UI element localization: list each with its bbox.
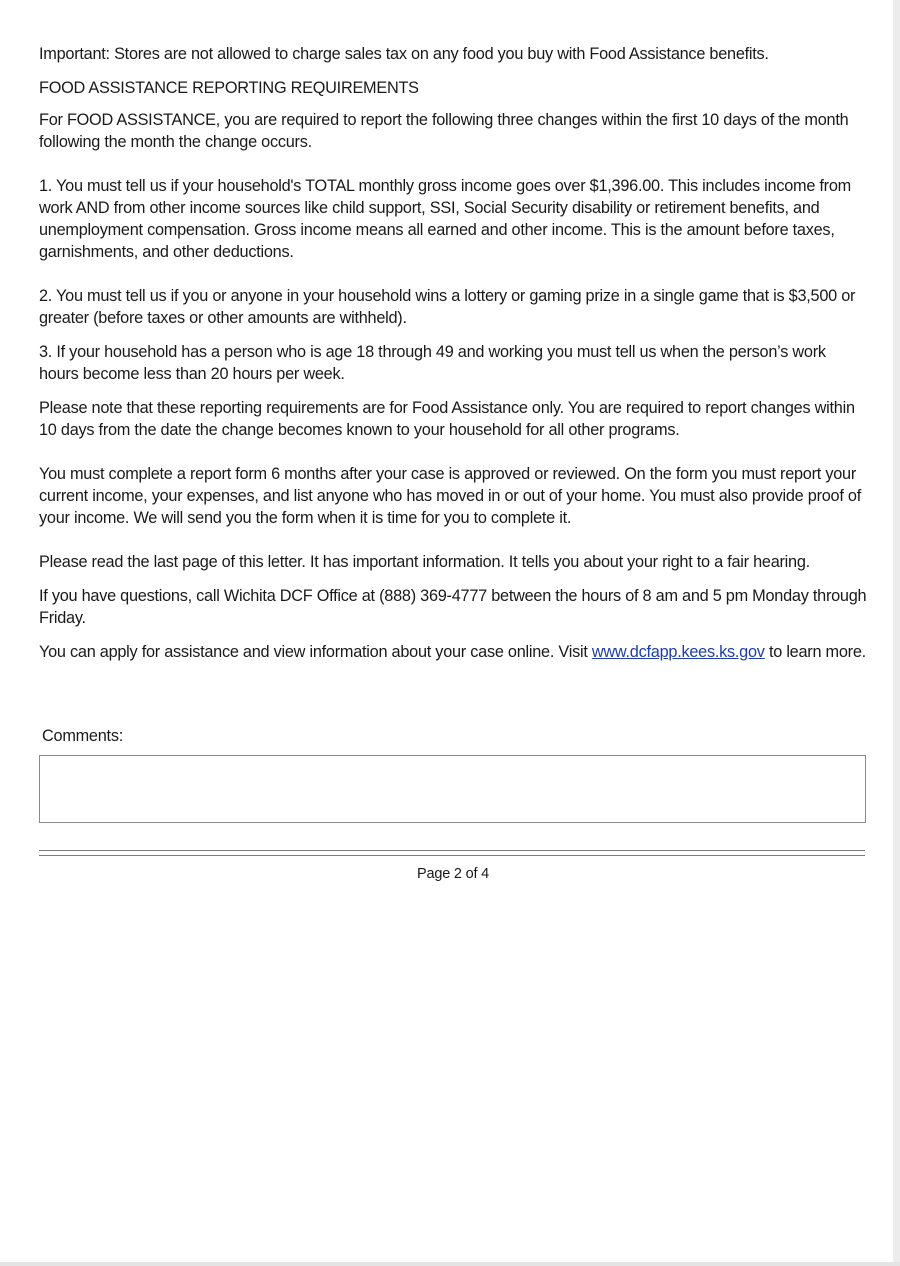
requirement-1: 1. You must tell us if your household's TOTAL monthly gross income goes over $1,396.00. This includes income from work AND from other income sources like child support, SSI, Social Security disability or retirement benefits, and unemployment compensation. Gross income means all earned and other income. This is the amount before taxes, garnishments, and other deductions. [39, 177, 851, 261]
letter-body [39, 43, 869, 663]
page-edge-shadow [893, 0, 900, 1266]
comments-label: Comments: [42, 727, 123, 745]
reporting-intro: For FOOD ASSISTANCE, you are required to report the following three changes within the first 10 days of the month following the month the change occurs. [39, 111, 849, 151]
other-programs-note: Please note that these reporting requirements are for Food Assistance only. You are required to report changes within 10 days from the date the change becomes known to your household for all other programs. [39, 399, 855, 439]
online-info-suffix: to learn more. [764, 643, 866, 661]
comments-box [39, 755, 866, 823]
requirement-2: 2. You must tell us if you or anyone in your household wins a lottery or gaming prize in a single game that is $3,500 or greater (before taxes or other amounts are withheld). [39, 287, 856, 327]
footer-rule-bottom [39, 855, 865, 856]
page-bottom-shadow [0, 1262, 900, 1266]
page-number: Page 2 of 4 [417, 866, 489, 882]
requirement-3: 3. If your household has a person who is age 18 through 49 and working you must tell us when the person’s work hours become less than 20 hours per week. [39, 343, 826, 383]
fair-hearing-notice: Please read the last page of this letter. It has important information. It tells you about your right to a fair hearing. [39, 553, 810, 571]
report-form-notice: You must complete a report form 6 months after your case is approved or reviewed. On the form you must report your current income, your expenses, and list anyone who has moved in or out of your home. You must also provide proof of your income. We will send you the form when it is time for you to complete it. [39, 465, 861, 527]
contact-info: If you have questions, call Wichita DCF Office at (888) 369-4777 between the hours of 8 am and 5 pm Monday through Friday. [39, 587, 867, 627]
online-info [39, 641, 869, 663]
dcf-website-link[interactable]: www.dcfapp.kees.ks.gov [591, 643, 765, 661]
footer-rule-top [39, 850, 865, 851]
important-notice: Important: Stores are not allowed to charge sales tax on any food you buy with Food Assistance benefits. [39, 45, 769, 63]
online-info-text: You can apply for assistance and view information about your case online. Visit [39, 643, 592, 661]
section-heading: FOOD ASSISTANCE REPORTING REQUIREMENTS [39, 79, 419, 97]
